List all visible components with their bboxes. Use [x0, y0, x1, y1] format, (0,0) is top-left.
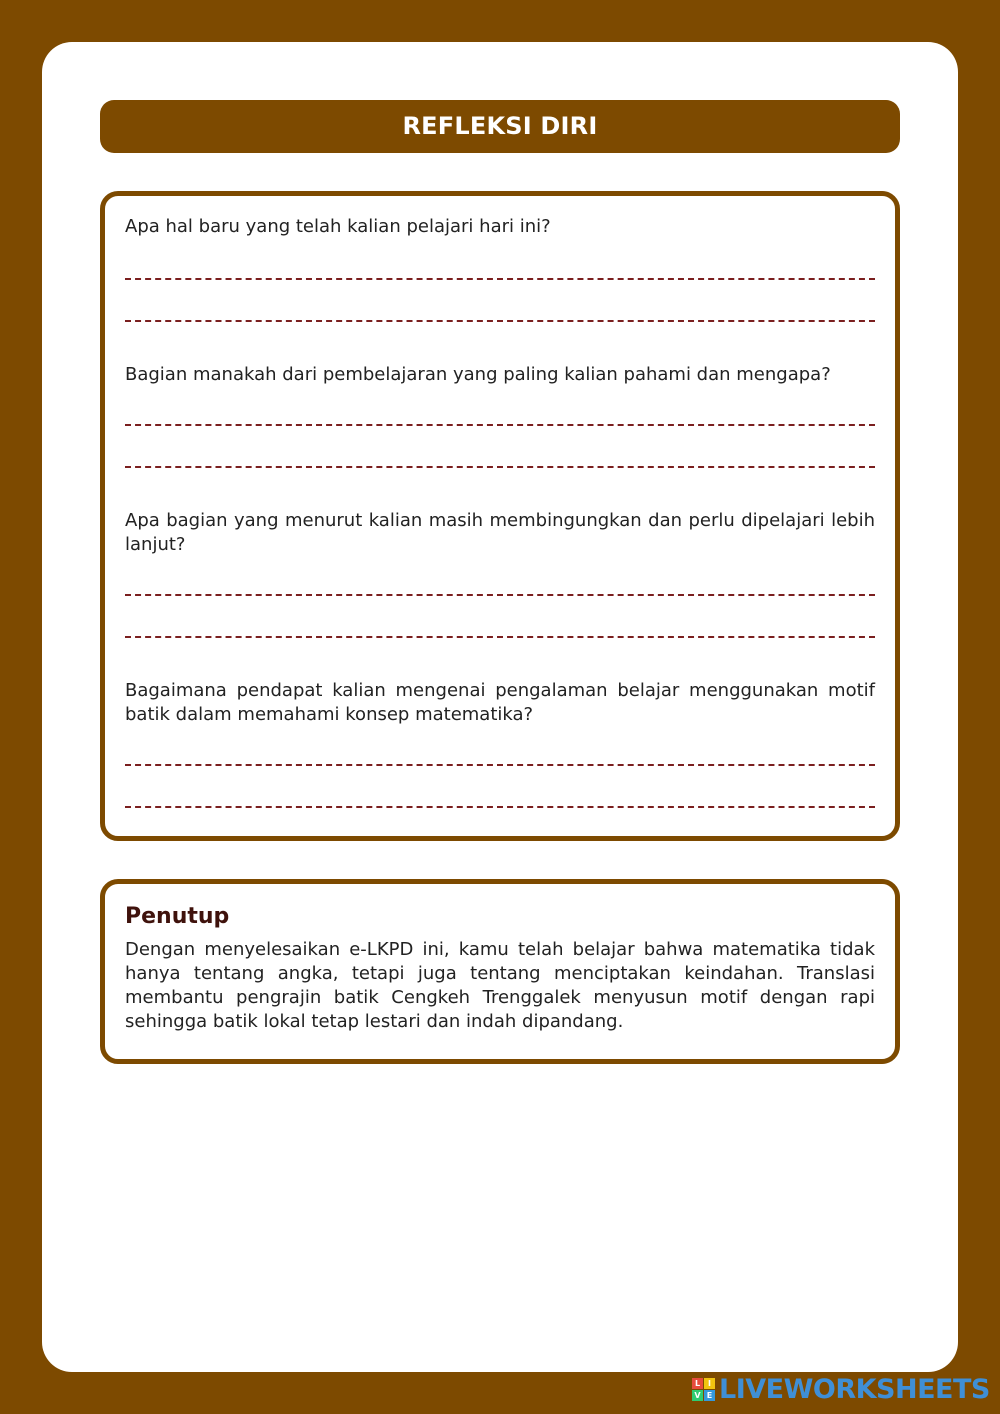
answer-line-1b[interactable] [125, 320, 875, 322]
liveworksheets-watermark [692, 1374, 990, 1404]
answer-line-3a[interactable] [125, 594, 875, 596]
answer-line-3b[interactable] [125, 636, 875, 638]
answer-line-1a[interactable] [125, 278, 875, 280]
liveworksheets-logo-icon [692, 1378, 715, 1401]
question-2: Bagian manakah dari pembelajaran yang paling kalian pahami dan mengapa? [125, 364, 831, 385]
answer-line-4b[interactable] [125, 806, 875, 808]
logo-letter-v: V [692, 1390, 703, 1401]
closing-text: Dengan menyelesaikan e-LKPD ini, kamu telah belajar bahwa matematika tidak hanya tentang angka, tetapi juga tentang menciptakan keindahan. Translasi membantu pengrajin batik Cengkeh Trenggalek menyusun motif dengan rapi sehingga batik lokal tetap lestari dan indah dipandang. [125, 939, 875, 1032]
question-1: Apa hal baru yang telah kalian pelajari hari ini? [125, 216, 551, 237]
answer-line-4a[interactable] [125, 764, 875, 766]
page-title: REFLEKSI DIRI [100, 100, 900, 153]
closing-title: Penutup [125, 904, 230, 929]
logo-letter-e: E [704, 1390, 715, 1401]
worksheet-page [42, 42, 958, 1372]
answer-line-2a[interactable] [125, 424, 875, 426]
logo-letter-l: L [692, 1378, 703, 1389]
question-4: Bagaimana pendapat kalian mengenai pengalaman belajar menggunakan motif batik dalam memahami konsep matematika? [125, 680, 875, 725]
reflection-box [100, 191, 900, 841]
closing-box [100, 879, 900, 1064]
question-3: Apa bagian yang menurut kalian masih membingungkan dan perlu dipelajari lebih lanjut? [125, 510, 875, 555]
answer-line-2b[interactable] [125, 466, 875, 468]
logo-letter-i: I [704, 1378, 715, 1389]
watermark-text: LIVEWORKSHEETS [719, 1373, 990, 1405]
